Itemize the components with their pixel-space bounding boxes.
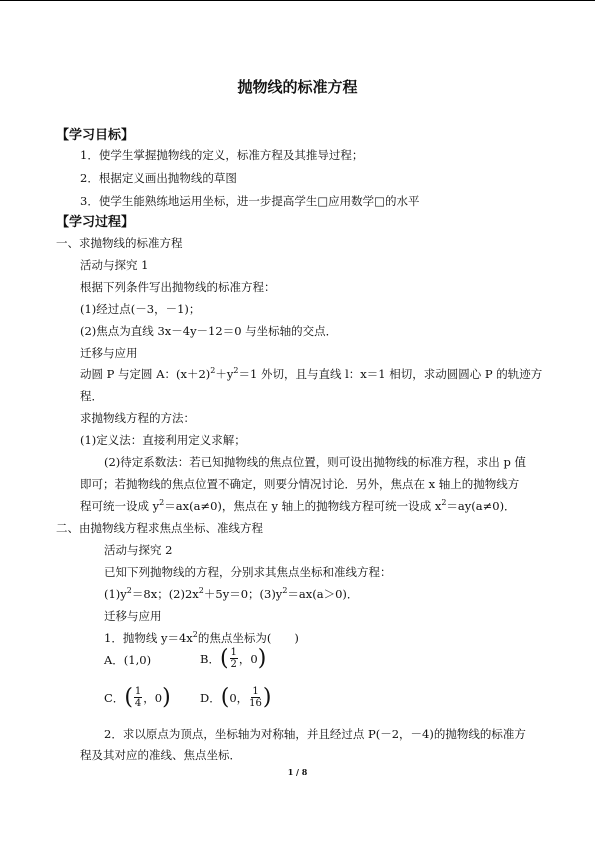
question-2-line1: 2．求以原点为顶点，坐标轴为对称轴，并且经过点 P(－2，－4)的抛物线的标准方: [104, 727, 526, 741]
method-2-line1: (2)待定系数法：若已知抛物线的焦点位置，则可设出抛物线的标准方程，求出 p 值: [104, 455, 526, 469]
transfer1-text: 动圆 P 与定圆 A：$(x+2)^2+y^2=1$ 外切，且与直线 l：x＝1 相切，求动圆圆心 P 的轨迹方: [80, 366, 543, 381]
method-title: 求抛物线方程的方法：: [80, 411, 195, 425]
goal-item-3: 3．使学生能熟练地运用坐标，进一步提高学生□应用数学□的水平: [80, 194, 420, 208]
activity1-q2: (2)焦点为直线 3x－4y－12＝0 与坐标轴的交点．: [80, 324, 338, 338]
part1-title: 一、求抛物线的标准方程: [56, 236, 183, 250]
activity1-title: 活动与探究 1: [80, 258, 149, 272]
page-title: 抛物线的标准方程: [237, 78, 358, 96]
method-1: (1)定义法：直接利用定义求解；: [80, 433, 246, 447]
activity1-intro: 根据下列条件写出抛物线的标准方程：: [80, 280, 276, 294]
option-d: D． ( 0， $\frac{1}{16}$ ): [200, 685, 272, 710]
question-1: 1．抛物线 $y=4x^2$的焦点坐标为( ): [104, 630, 299, 645]
activity2-title: 活动与探究 2: [104, 543, 173, 557]
option-a: A．(1,0): [104, 653, 152, 667]
transfer1-title: 迁移与应用: [80, 346, 138, 360]
activity2-questions: $(1)y^2=8x$；$(2)2x^2+5y=0$；$(3)y^2=ax(a>0)$．: [104, 586, 359, 601]
method-2-line3: 程可统一设成 $y^2=ax(a\ne 0)$，焦点在 y 轴上的抛物线方程可统一设成 $x^2=ay(a\ne 0)$．: [80, 498, 516, 513]
method-2-line2: 即可；若抛物线的焦点位置不确定，则要分情况讨论．另外，焦点在 x 轴上的抛物线方: [80, 477, 520, 491]
learning-process-heading: 【学习过程】: [56, 215, 135, 230]
activity2-intro: 已知下列抛物线的方程，分别求其焦点坐标和准线方程：: [104, 565, 392, 579]
fraction-one-half: $\frac{1}{2}$: [230, 647, 237, 670]
fraction-one-quarter: $\frac{1}{4}$: [134, 686, 142, 709]
learning-goals-heading: 【学习目标】: [56, 128, 135, 143]
question-2-line2: 程及其对应的准线、焦点坐标．: [80, 748, 241, 762]
activity1-q1: (1)经过点(－3，－1)；: [80, 302, 201, 316]
goal-item-1: 1．使学生掌握抛物线的定义，标准方程及其推导过程；: [80, 148, 364, 162]
option-c: C． ( $\frac{1}{4}$ ，0 ): [104, 685, 171, 710]
top-border: [0, 0, 595, 1]
transfer1-text-cont: 程．: [80, 389, 103, 403]
option-b: B． ( $\frac{1}{2}$ ，0 ): [200, 646, 267, 671]
goal-item-2: 2．根据定义画出抛物线的草图: [80, 171, 237, 185]
page-number: 1 / 8: [287, 767, 308, 777]
part2-title: 二、由抛物线方程求焦点坐标、准线方程: [56, 521, 263, 535]
fraction-one-sixteenth: $\frac{1}{16}$: [249, 686, 262, 709]
transfer2-title: 迁移与应用: [104, 609, 162, 623]
